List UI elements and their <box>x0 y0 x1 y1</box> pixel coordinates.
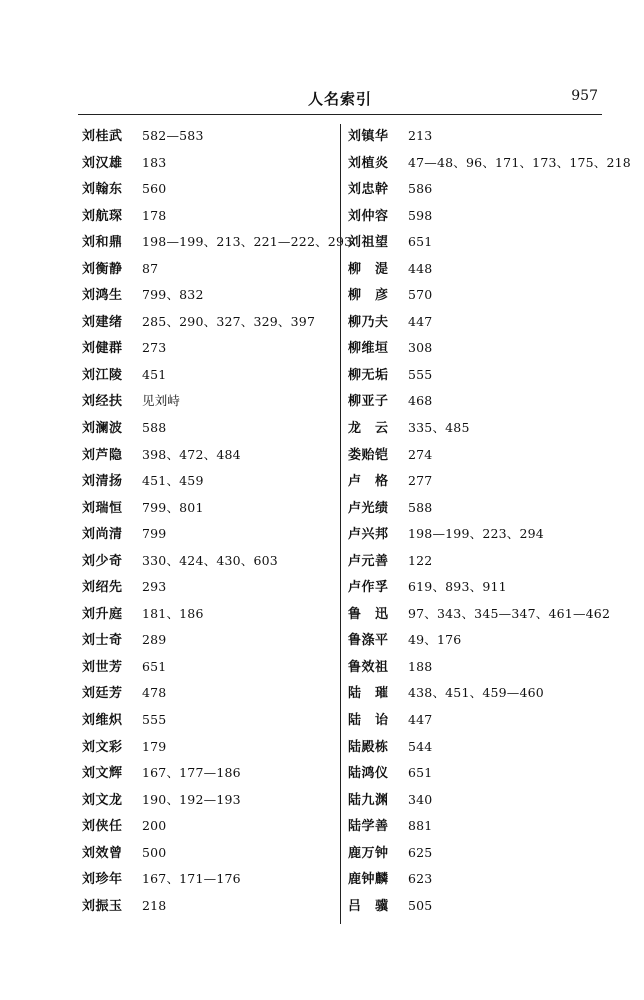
entry-name: 刘祖望 <box>348 235 389 251</box>
index-entry <box>82 415 338 442</box>
index-entry <box>348 760 606 787</box>
entry-pages: 198—199、213、221—222、293 <box>142 234 353 250</box>
column-divider <box>340 124 341 924</box>
entry-pages: 178 <box>142 207 167 223</box>
entry-pages: 274 <box>408 446 433 462</box>
entry-name: 卢元善 <box>348 553 389 569</box>
index-entry <box>82 309 338 336</box>
entry-pages: 167、177—186 <box>142 765 241 781</box>
entry-name: 陆 璀 <box>348 686 389 702</box>
entry-pages: 47—48、96、171、173、175、218 <box>408 154 631 170</box>
entry-pages: 188 <box>408 658 433 674</box>
index-entry <box>348 468 606 495</box>
entry-pages: 448 <box>408 260 433 276</box>
entry-name: 刘廷芳 <box>82 686 123 702</box>
header-rule <box>78 114 602 115</box>
entry-name: 刘衡静 <box>82 261 123 277</box>
index-entry <box>82 229 353 256</box>
entry-name: 鲁效祖 <box>348 659 389 675</box>
index-entry <box>348 415 606 442</box>
index-entry <box>82 521 338 548</box>
index-entry <box>348 813 606 840</box>
entry-name: 柳 彦 <box>348 288 389 304</box>
entry-pages: 438、451、459—460 <box>408 685 544 701</box>
index-entry <box>348 627 606 654</box>
entry-pages: 179 <box>142 738 167 754</box>
entry-pages: 273 <box>142 340 167 356</box>
entry-pages: 570 <box>408 287 433 303</box>
entry-name: 陆九渊 <box>348 792 389 808</box>
index-entry <box>348 787 606 814</box>
index-entry <box>348 123 606 150</box>
entry-pages: 555 <box>408 366 433 382</box>
index-entry <box>82 256 338 283</box>
entry-pages: 181、186 <box>142 605 204 621</box>
entry-name: 刘文龙 <box>82 792 123 808</box>
entry-name: 刘少奇 <box>82 553 123 569</box>
entry-pages: 见刘峙 <box>142 393 181 409</box>
index-entry <box>82 442 338 469</box>
entry-name: 卢光绩 <box>348 500 389 516</box>
entry-name: 刘汉雄 <box>82 155 123 171</box>
entry-name: 刘澜波 <box>82 421 123 437</box>
entry-name: 柳无垢 <box>348 367 389 383</box>
index-entry <box>348 680 606 707</box>
index-entry <box>82 282 338 309</box>
index-entry <box>82 495 338 522</box>
page-header <box>78 88 602 114</box>
index-entry <box>348 601 611 628</box>
entry-pages: 213 <box>408 128 433 143</box>
index-entry <box>348 256 606 283</box>
entry-pages: 277 <box>408 473 433 489</box>
entry-name: 陆学善 <box>348 819 389 835</box>
entry-pages: 49、176 <box>408 632 462 648</box>
entry-name: 刘升庭 <box>82 606 123 622</box>
entry-pages: 398、472、484 <box>142 446 241 462</box>
entry-pages: 651 <box>408 765 433 781</box>
entry-name: 刘桂武 <box>82 129 123 144</box>
right-column <box>348 123 631 919</box>
entry-pages: 588 <box>408 499 433 515</box>
entry-pages: 555 <box>142 712 167 728</box>
index-entry <box>82 362 338 389</box>
entry-name: 刘世芳 <box>82 659 123 675</box>
entry-pages: 340 <box>408 791 433 807</box>
entry-name: 柳亚子 <box>348 394 389 410</box>
entry-pages: 598 <box>408 207 433 223</box>
entry-pages: 218 <box>142 897 167 913</box>
index-entry <box>348 203 606 230</box>
index-entry <box>348 335 606 362</box>
entry-name: 刘植炎 <box>348 155 389 171</box>
index-entry <box>82 468 338 495</box>
entry-pages: 478 <box>142 685 167 701</box>
index-entry <box>348 442 606 469</box>
index-entry <box>82 123 338 150</box>
entry-name: 刘文彩 <box>82 739 123 755</box>
entry-pages: 198—199、223、294 <box>408 526 544 542</box>
entry-name: 龙 云 <box>348 421 389 437</box>
index-entry <box>82 813 338 840</box>
entry-name: 刘健群 <box>82 341 123 357</box>
index-entry <box>348 309 606 336</box>
entry-name: 刘忠幹 <box>348 182 389 198</box>
entry-pages: 285、290、327、329、397 <box>142 313 316 329</box>
index-entry <box>348 548 606 575</box>
index-entry <box>82 150 338 177</box>
page-number: 957 <box>571 88 598 104</box>
index-entry <box>82 388 338 415</box>
entry-name: 卢作孚 <box>348 580 389 596</box>
entry-name: 刘维炽 <box>82 713 123 729</box>
index-entry <box>82 760 338 787</box>
entry-name: 刘清扬 <box>82 474 123 490</box>
index-entry <box>348 495 606 522</box>
entry-name: 刘翰东 <box>82 182 123 198</box>
index-entry <box>348 388 606 415</box>
entry-pages: 190、192—193 <box>142 791 241 807</box>
entry-name: 刘建绪 <box>82 314 123 330</box>
entry-name: 吕 骥 <box>348 898 389 914</box>
index-entry <box>348 866 606 893</box>
index-entry <box>82 840 338 867</box>
index-entry <box>82 574 338 601</box>
entry-pages: 308 <box>408 340 433 356</box>
index-entry <box>348 521 606 548</box>
entry-pages: 625 <box>408 844 433 860</box>
entry-pages: 87 <box>142 260 159 276</box>
page-title: 人名索引 <box>307 90 372 108</box>
entry-name: 刘鸿生 <box>82 288 123 304</box>
entry-pages: 468 <box>408 393 433 409</box>
index-entry <box>82 203 338 230</box>
entry-pages: 330、424、430、603 <box>142 552 278 568</box>
entry-name: 陆鸿仪 <box>348 766 389 782</box>
entry-name: 刘文辉 <box>82 766 123 782</box>
index-entry <box>82 176 338 203</box>
index-entry <box>348 654 606 681</box>
entry-name: 刘江陵 <box>82 367 123 383</box>
entry-name: 刘振玉 <box>82 898 123 914</box>
entry-name: 刘绍先 <box>82 580 123 596</box>
index-entry <box>82 548 338 575</box>
entry-name: 柳乃夫 <box>348 314 389 330</box>
index-entry <box>82 866 338 893</box>
entry-pages: 619、893、911 <box>408 579 507 595</box>
entry-pages: 586 <box>408 181 433 197</box>
entry-pages: 623 <box>408 871 433 887</box>
entry-pages: 447 <box>408 313 433 329</box>
index-entry <box>82 893 338 920</box>
entry-pages: 451 <box>142 366 167 382</box>
entry-name: 刘珍年 <box>82 872 123 888</box>
index-entry <box>348 840 606 867</box>
entry-pages: 799、832 <box>142 287 204 303</box>
entry-pages: 651 <box>408 234 433 250</box>
entry-pages: 651 <box>142 658 167 674</box>
index-entry <box>348 176 606 203</box>
entry-pages: 500 <box>142 844 167 860</box>
index-entry <box>82 335 338 362</box>
index-entry <box>82 627 338 654</box>
entry-name: 陆 诒 <box>348 713 389 729</box>
entry-pages: 881 <box>408 818 433 834</box>
entry-pages: 799 <box>142 526 167 542</box>
entry-pages: 505 <box>408 897 433 913</box>
entry-name: 刘仲容 <box>348 208 389 224</box>
index-entry <box>348 893 606 920</box>
index-entry <box>82 654 338 681</box>
entry-pages: 122 <box>408 552 433 568</box>
index-entry <box>82 680 338 707</box>
left-column <box>82 123 353 919</box>
entry-name: 陆殿栋 <box>348 739 389 755</box>
entry-pages: 289 <box>142 632 167 648</box>
index-entry <box>82 601 338 628</box>
entry-pages: 560 <box>142 181 167 197</box>
entry-name: 刘尚清 <box>82 527 123 543</box>
entry-name: 娄贻铠 <box>348 447 389 463</box>
entry-name: 鲁 迅 <box>348 606 389 622</box>
entry-pages: 799、801 <box>142 499 204 515</box>
entry-name: 刘效曾 <box>82 845 123 861</box>
entry-name: 刘士奇 <box>82 633 123 649</box>
entry-pages: 200 <box>142 818 167 834</box>
index-entry <box>348 150 631 177</box>
entry-name: 刘瑞恒 <box>82 500 123 516</box>
entry-pages: 588 <box>142 420 167 436</box>
entry-pages: 183 <box>142 154 167 170</box>
entry-pages: 293 <box>142 579 167 595</box>
entry-pages: 451、459 <box>142 473 204 489</box>
entry-name: 刘航琛 <box>82 208 123 224</box>
index-entry <box>348 707 606 734</box>
entry-name: 刘经扶 <box>82 394 123 410</box>
entry-pages: 544 <box>408 738 433 754</box>
index-entry <box>82 734 338 761</box>
entry-name: 鹿钟麟 <box>348 872 389 888</box>
entry-pages: 447 <box>408 712 433 728</box>
index-entry <box>82 707 338 734</box>
entry-name: 卢 格 <box>348 474 389 490</box>
entry-name: 刘侠任 <box>82 819 123 835</box>
entry-name: 刘和鼎 <box>82 235 123 251</box>
entry-name: 刘芦隐 <box>82 447 123 463</box>
entry-name: 鹿万钟 <box>348 845 389 861</box>
entry-pages: 167、171—176 <box>142 871 241 887</box>
entry-name: 鲁涤平 <box>348 633 389 649</box>
index-entry <box>348 229 606 256</box>
index-entry <box>348 574 606 601</box>
index-entry <box>348 282 606 309</box>
entry-name: 柳 湜 <box>348 261 389 277</box>
index-entry <box>348 362 606 389</box>
entry-pages: 335、485 <box>408 420 470 436</box>
entry-pages: 582—583 <box>142 128 204 143</box>
entry-name: 刘镇华 <box>348 129 389 144</box>
entry-name: 柳维垣 <box>348 341 389 357</box>
entry-name: 卢兴邦 <box>348 527 389 543</box>
index-entry <box>82 787 338 814</box>
entry-pages: 97、343、345—347、461—462 <box>408 605 611 621</box>
index-entry <box>348 734 606 761</box>
